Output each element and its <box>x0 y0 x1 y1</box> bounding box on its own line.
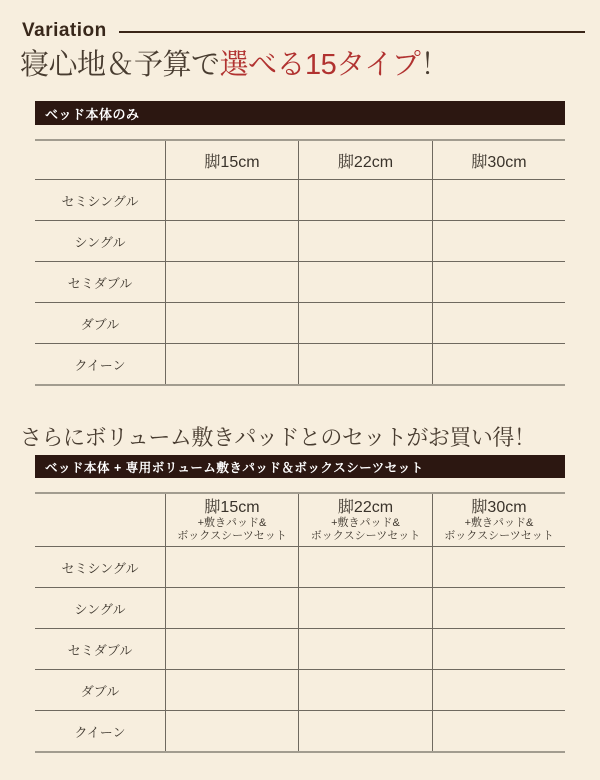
table1-column-header-leg30: 脚30cm <box>432 141 565 179</box>
row-label-semi-single: セミシングル <box>61 193 139 209</box>
price-cell <box>165 344 298 384</box>
table2-column-header-leg30 <box>432 494 565 546</box>
row-label-queen: クイーン <box>74 357 126 373</box>
price-cell <box>165 262 298 302</box>
set-title-label: ベッド本体 + 専用ボリューム敷きパッド＆ボックスシーツセット <box>45 460 424 475</box>
row-label-queen: クイーン <box>74 724 126 740</box>
price-cell <box>432 344 565 384</box>
row-label-single: シングル <box>74 601 126 617</box>
bed-only-price-table <box>35 139 565 386</box>
column-header-main: 脚22cm <box>337 498 394 516</box>
table2-row-semi-single <box>35 546 565 587</box>
table2-row-double <box>35 669 565 710</box>
column-header-main: 脚15cm <box>204 498 260 516</box>
table2-row-semi-double <box>35 628 565 669</box>
set-heading: さらにボリューム敷きパッドとのセットがお買い得！ <box>20 425 536 450</box>
table1-corner-cell <box>35 141 165 179</box>
price-cell <box>432 262 565 302</box>
price-cell <box>298 262 432 302</box>
variation-title: Variation <box>22 20 107 41</box>
table1-row-single <box>35 220 565 261</box>
price-cell <box>165 588 298 628</box>
set-title-bar <box>35 455 565 478</box>
price-cell <box>432 180 565 220</box>
row-label-semi-single: セミシングル <box>61 560 139 576</box>
price-cell <box>432 547 565 587</box>
price-cell <box>298 711 432 751</box>
table1-header-row <box>35 141 565 179</box>
bed-set-price-table <box>35 492 565 753</box>
price-cell <box>298 629 432 669</box>
main-heading <box>20 42 449 83</box>
price-cell <box>165 629 298 669</box>
row-label-semi-double: セミダブル <box>67 642 133 658</box>
table2-corner-cell <box>35 494 165 546</box>
price-cell <box>165 711 298 751</box>
price-cell <box>165 303 298 343</box>
price-cell <box>432 670 565 710</box>
table1-column-header-leg22: 脚22cm <box>298 141 432 179</box>
table1-row-semi-single <box>35 179 565 220</box>
price-cell <box>432 588 565 628</box>
column-header-sub2: ボックスシーツセット <box>310 530 421 543</box>
price-cell <box>432 221 565 261</box>
table1-row-semi-double <box>35 261 565 302</box>
table2-column-header-leg22 <box>298 494 432 546</box>
column-header-sub1: +敷きパッド& <box>331 516 400 529</box>
row-label-semi-double: セミダブル <box>67 275 133 291</box>
column-header-sub1: +敷きパッド& <box>197 516 267 529</box>
bed-only-title-label: ベッド本体のみ <box>45 106 140 122</box>
bed-only-title-bar <box>35 101 565 125</box>
row-label-single: シングル <box>74 234 126 250</box>
price-cell <box>432 711 565 751</box>
price-cell <box>165 221 298 261</box>
main-heading-prefix: 寝心地＆予算で <box>20 49 220 81</box>
column-header-sub2: ボックスシーツセット <box>444 530 554 543</box>
price-cell <box>165 670 298 710</box>
table1-row-queen <box>35 343 565 384</box>
column-header-sub2: ボックスシーツセット <box>177 530 287 543</box>
column-header-sub1: +敷きパッド& <box>464 516 534 529</box>
table2-row-single <box>35 587 565 628</box>
price-cell <box>298 547 432 587</box>
price-cell <box>165 180 298 220</box>
variation-divider-line <box>119 31 585 33</box>
price-cell <box>432 303 565 343</box>
table1-column-header-leg15: 脚15cm <box>165 141 298 179</box>
price-cell <box>298 344 432 384</box>
table2-header-row <box>35 494 565 546</box>
price-cell <box>432 629 565 669</box>
column-header-main: 脚30cm <box>471 498 527 516</box>
price-cell <box>298 588 432 628</box>
price-cell <box>298 180 432 220</box>
table2-column-header-leg15 <box>165 494 298 546</box>
price-cell <box>298 670 432 710</box>
price-cell <box>298 221 432 261</box>
main-heading-highlight: 選べる15タイプ <box>219 49 421 81</box>
price-cell <box>165 547 298 587</box>
table2-row-queen <box>35 710 565 751</box>
row-label-double: ダブル <box>80 316 120 332</box>
price-cell <box>298 303 432 343</box>
table1-row-double <box>35 302 565 343</box>
row-label-double: ダブル <box>80 683 120 699</box>
main-heading-suffix: ！ <box>420 49 449 81</box>
